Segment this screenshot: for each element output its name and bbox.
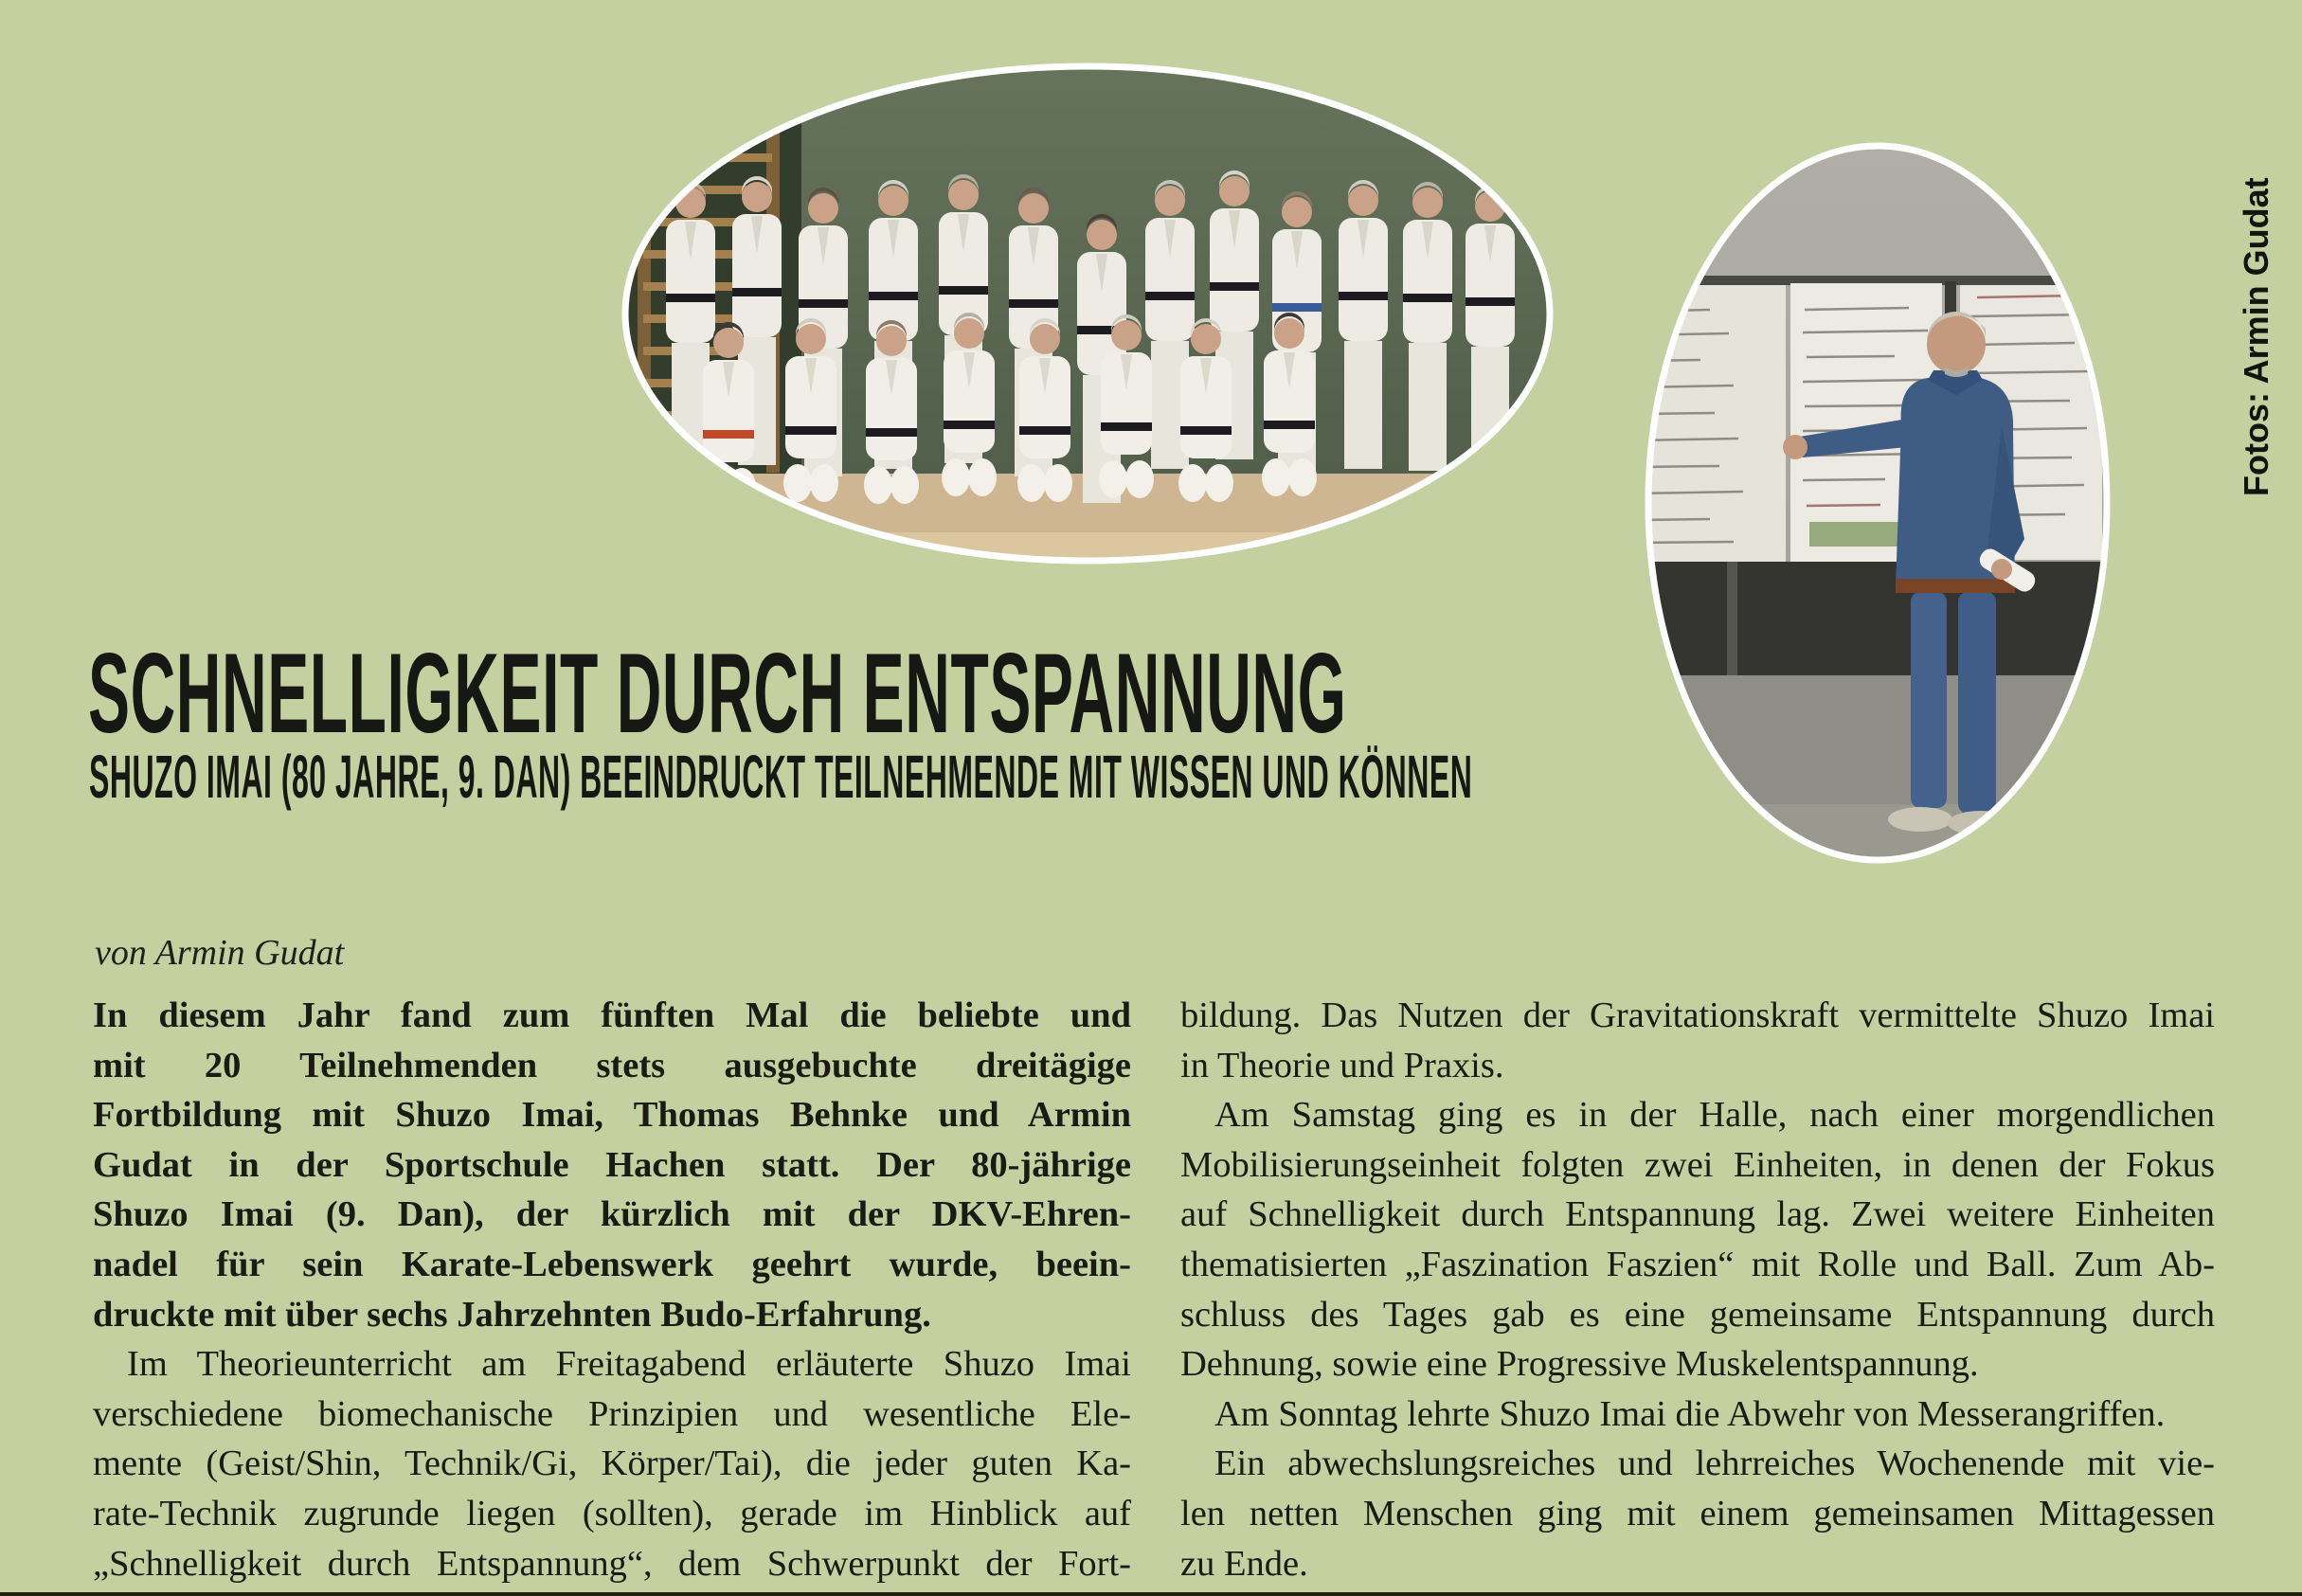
flipchart-boards [1644, 276, 2112, 565]
group-photo [617, 59, 1558, 568]
text-line: mente (Geist/Shin, Technik/Gi, Körper/Tai), die jeder guten Ka- [93, 1444, 1131, 1484]
brown-belt [1896, 579, 2015, 593]
text-line: bildung. Das Nutzen der Gravitationskraft vermittelte Shuzo Imai [1180, 995, 2215, 1035]
text-line: thematisierten „Faszination Faszien“ mit Rolle und Ball. Zum Ab- [1180, 1244, 2215, 1284]
text-line: In diesem Jahr fand zum fünften Mal die beliebte und [93, 995, 1131, 1035]
photo-credit: Fotos: Armin Gudat [2237, 177, 2275, 496]
room-floor-light [1644, 804, 2112, 865]
left-column [93, 991, 1131, 1588]
text-line: nadel für sein Karate-Lebenswerk geehrt wurde, beein- [93, 1244, 1131, 1284]
page-bottom-edge [0, 1592, 2302, 1596]
hand [1783, 435, 1807, 459]
text-line: Am Samstag ging es in der Halle, nach einer morgendlichen [1214, 1095, 2215, 1136]
text-line: Ein abwechslungsreiches und lehrreiches Wochenende mit vie- [1214, 1444, 2215, 1484]
lecture-photo [1644, 141, 2112, 865]
text-line: zu Ende. [1180, 1543, 1308, 1584]
text-line: Fortbildung mit Shuzo Imai, Thomas Behnke und Armin [93, 1095, 1131, 1136]
article-headline: SCHNELLIGKEIT DURCH ENTSPANNUNG [88, 630, 1347, 757]
text-line: Shuzo Imai (9. Dan), der kürzlich mit der DKV-Ehren- [93, 1194, 1131, 1235]
text-line: druckte mit über sechs Jahrzehnten Budo-Erfahrung. [93, 1294, 931, 1335]
text-line: Am Sonntag lehrte Shuzo Imai die Abwehr von Messerangriffen. [1214, 1393, 2166, 1434]
jeans-leg [1911, 592, 1947, 808]
text-line: rate-Technik zugrunde liegen (sollten), gerade im Hinblick auf [93, 1493, 1131, 1533]
text-line: schluss des Tages gab es eine gemeinsame Entspannung durch [1180, 1294, 2215, 1335]
text-line: verschiedene biomechanische Prinzipien und wesentliche Ele- [93, 1393, 1131, 1434]
shoe [1888, 807, 1952, 832]
text-line: mit 20 Teilnehmenden stets ausgebuchte dreitägige [93, 1045, 1131, 1085]
text-line: in Theorie und Praxis. [1180, 1045, 1504, 1085]
text-line: auf Schnelligkeit durch Entspannung lag. Zwei weitere Einheiten [1180, 1194, 2215, 1235]
article-subheadline: SHUZO IMAI (80 JAHRE, 9. DAN) BEEINDRUCKT TEILNEHMENDE MIT WISSEN UND KÖNNEN [89, 743, 1473, 811]
right-column [1180, 991, 2215, 1588]
text-line: Mobilisierungseinheit folgten zwei Einheiten, in denen der Fokus [1180, 1144, 2215, 1185]
text-line: Dehnung, sowie eine Progressive Muskelentspannung. [1180, 1344, 1979, 1385]
dark-panel [1644, 562, 2112, 675]
text-line: len netten Menschen ging mit einem gemeinsamen Mittagessen [1180, 1493, 2215, 1533]
text-line: Gudat in der Sportschule Hachen statt. Der 80-jährige [93, 1144, 1131, 1185]
jeans-leg [1958, 592, 1996, 814]
text-line: Im Theorieunterricht am Freitagabend erläuterte Shuzo Imai [127, 1344, 1131, 1385]
text-line: „Schnelligkeit durch Entspannung“, dem Schwerpunkt der Fort- [93, 1543, 1131, 1584]
article-byline: von Armin Gudat [95, 933, 345, 973]
hand [1991, 559, 2012, 580]
